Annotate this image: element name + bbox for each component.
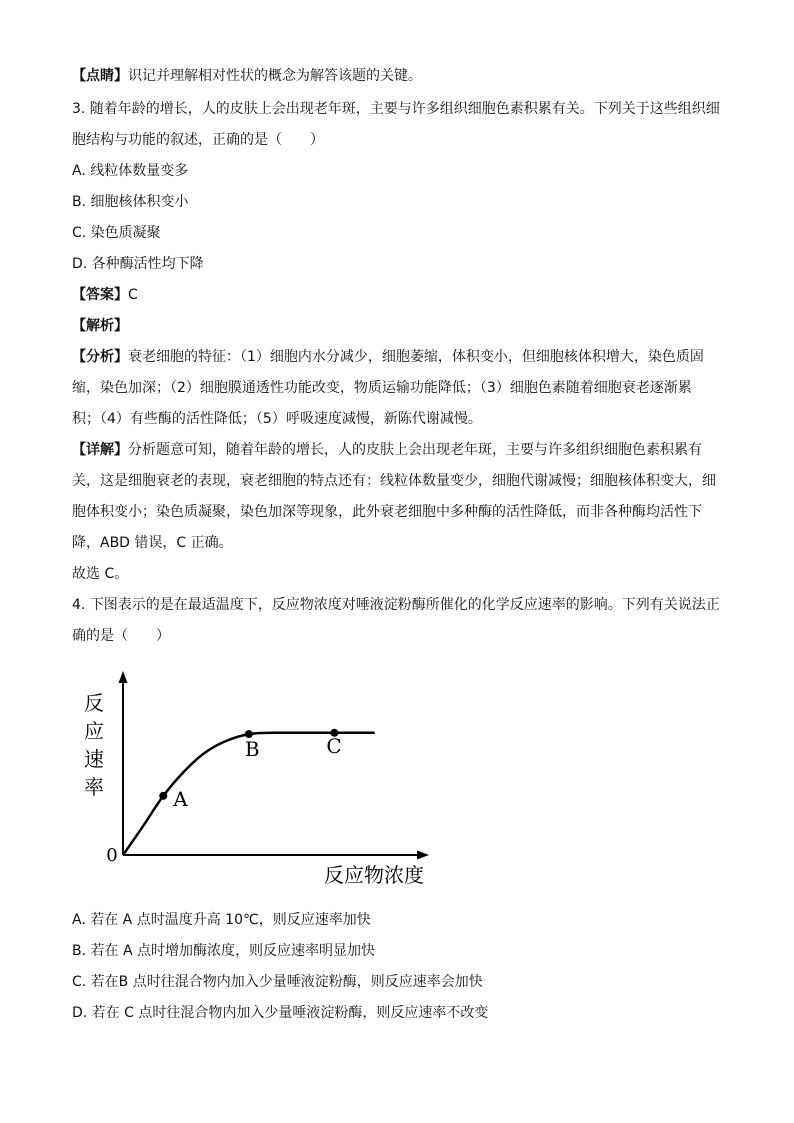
detail-line-2: 关，这是细胞衰老的表现，衰老细胞的特点还有：线粒体数量变少，细胞代谢减慢；细胞核体积变大，细 [72, 473, 716, 489]
q4-option-a: A. 若在 A 点时温度升高 10℃，则反应速率加快 [72, 912, 371, 928]
q3-stem-line-2: 胞结构与功能的叙述，正确的是（ ） [72, 132, 324, 148]
tip-text: 识记并理解相对性状的概念为解答该题的关键。 [128, 68, 422, 84]
analysis-tag: 【解析】 [72, 318, 128, 334]
q4-stem-line-1: 4. 下图表示的是在最适温度下，反应物浓度对唾液淀粉酶所催化的化学反应速率的影响。下列有关说法正 [72, 597, 720, 613]
conclusion-line: 故选 C。 [72, 566, 129, 582]
y-axis-label-char: 反 [84, 691, 104, 715]
q3-answer-line [72, 285, 138, 305]
y-axis-label-char: 速 [84, 747, 104, 771]
q3-option-d: D. 各种酶活性均下降 [72, 256, 204, 272]
x-axis-arrow-icon [417, 851, 429, 860]
q3-stem-line-1: 3. 随着年龄的增长，人的皮肤上会出现老年斑，主要与许多组织细胞色素积累有关。下列关于这些组织细 [72, 101, 720, 117]
reaction-rate-chart [80, 665, 440, 895]
x-axis-label: 反应物浓度 [324, 863, 424, 887]
point-a-label: A [173, 786, 188, 811]
detail-text-1: 分析题意可知，随着年龄的增长，人的皮肤上会出现老年斑，主要与许多组织细胞色素积累有 [128, 442, 702, 458]
detail-line-4: 降，ABD 错误，C 正确。 [72, 535, 233, 551]
fenxi-line-3: 积；（4）有些酶的活性降低；（5）呼吸速度减慢，新陈代谢减慢。 [72, 411, 482, 427]
point-a-marker [159, 792, 167, 800]
y-axis-label-char: 应 [84, 719, 104, 743]
q4-stem-line-2: 确的是（ ） [72, 628, 170, 644]
fenxi-line-2: 缩，染色加深；（2）细胞膜通透性功能改变，物质运输功能降低；（3）细胞色素随着细胞衰老逐渐累 [72, 380, 692, 396]
point-b-label: B [244, 737, 260, 762]
q3-option-b: B. 细胞核体积变小 [72, 194, 189, 210]
point-c-label: C [326, 733, 342, 758]
fenxi-text-1: 衰老细胞的特征：（1）细胞内水分减少，细胞萎缩，体积变小，但细胞核体积增大，染色质固 [128, 349, 704, 365]
y-axis-arrow-icon [119, 671, 128, 683]
detail-line-3: 胞体积变小；染色质凝聚，染色加深等现象，此外衰老细胞中多种酶的活性降低，而非各种酶均活性下 [72, 504, 702, 520]
answer-value: C [128, 287, 138, 303]
y-axis-label [84, 691, 104, 799]
detail-tag: 【详解】 [72, 442, 128, 458]
origin-label: 0 [106, 845, 118, 866]
y-axis-label-char: 率 [84, 775, 104, 799]
tip-tag: 【点睛】 [72, 68, 128, 84]
q4-option-c: C. 若在B 点时往混合物内加入少量唾液淀粉酶，则反应速率会加快 [72, 974, 483, 990]
fenxi-line-1 [72, 347, 704, 367]
q4-option-b: B. 若在 A 点时增加酶浓度，则反应速率明显加快 [72, 943, 375, 959]
detail-line-1 [72, 440, 702, 460]
q4-option-d: D. 若在 C 点时往混合物内加入少量唾液淀粉酶，则反应速率不改变 [72, 1005, 489, 1021]
q3-option-a: A. 线粒体数量变多 [72, 163, 189, 179]
q3-option-c: C. 染色质凝聚 [72, 225, 161, 241]
tip-line [72, 66, 422, 86]
fenxi-tag: 【分析】 [72, 349, 128, 365]
answer-tag: 【答案】 [72, 287, 128, 303]
